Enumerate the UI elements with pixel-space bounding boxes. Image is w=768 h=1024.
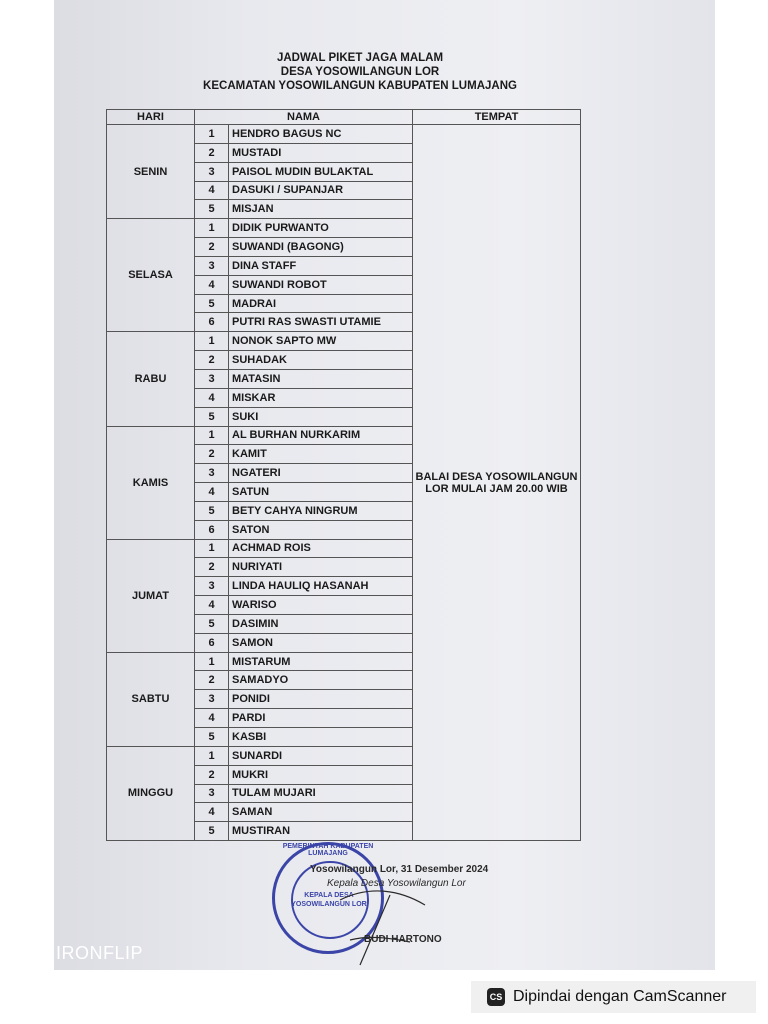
header-nama: NAMA <box>195 110 413 125</box>
member-name: KAMIT <box>229 445 413 464</box>
row-number: 3 <box>195 577 229 596</box>
member-name: SUWANDI (BAGONG) <box>229 238 413 257</box>
day-cell: KAMIS <box>107 426 195 539</box>
stamp-center-line-1: KEPALA DESA <box>304 892 354 899</box>
member-name: TULAM MUJARI <box>229 784 413 803</box>
member-name: NURIYATI <box>229 558 413 577</box>
row-number: 1 <box>195 332 229 351</box>
day-cell: RABU <box>107 332 195 426</box>
member-name: MISKAR <box>229 388 413 407</box>
row-number: 5 <box>195 294 229 313</box>
signature-place-date: Yosowilangun Lor, 31 Desember 2024 <box>310 864 489 875</box>
row-number: 4 <box>195 181 229 200</box>
member-name: MISTARUM <box>229 652 413 671</box>
member-name: HENDRO BAGUS NC <box>229 125 413 144</box>
member-name: AL BURHAN NURKARIM <box>229 426 413 445</box>
camscanner-icon: CS <box>487 988 505 1006</box>
member-name: SAMON <box>229 633 413 652</box>
member-name: SATON <box>229 520 413 539</box>
row-number: 5 <box>195 407 229 426</box>
member-name: LINDA HAULIQ HASANAH <box>229 577 413 596</box>
row-number: 1 <box>195 746 229 765</box>
row-number: 3 <box>195 690 229 709</box>
stamp-ring-text: PEMERINTAH KABUPATEN LUMAJANG <box>282 843 374 857</box>
header-hari: HARI <box>107 110 195 125</box>
camscanner-bar <box>471 981 756 1013</box>
header-tempat: TEMPAT <box>413 110 581 125</box>
member-name: NGATERI <box>229 464 413 483</box>
row-number: 3 <box>195 162 229 181</box>
title-line-3: KECAMATAN YOSOWILANGUN KABUPATEN LUMAJANG <box>203 80 517 92</box>
row-number: 5 <box>195 501 229 520</box>
camscanner-label: Dipindai dengan CamScanner <box>513 988 727 1005</box>
row-number: 5 <box>195 728 229 747</box>
row-number: 4 <box>195 388 229 407</box>
row-number: 2 <box>195 671 229 690</box>
row-number: 4 <box>195 803 229 822</box>
member-name: SAMADYO <box>229 671 413 690</box>
row-number: 1 <box>195 125 229 144</box>
member-name: PAISOL MUDIN BULAKTAL <box>229 162 413 181</box>
row-number: 4 <box>195 596 229 615</box>
member-name: MUSTIRAN <box>229 822 413 841</box>
title-line-2: DESA YOSOWILANGUN LOR <box>280 66 440 78</box>
table-body <box>107 125 581 841</box>
day-cell: SENIN <box>107 125 195 219</box>
table-row <box>107 125 581 144</box>
member-name: PUTRI RAS SWASTI UTAMIE <box>229 313 413 332</box>
row-number: 1 <box>195 219 229 238</box>
member-name: NONOK SAPTO MW <box>229 332 413 351</box>
member-name: WARISO <box>229 596 413 615</box>
member-name: MUKRI <box>229 765 413 784</box>
location-cell: BALAI DESA YOSOWILANGUN LOR MULAI JAM 20.00 WIB <box>413 125 581 841</box>
row-number: 4 <box>195 709 229 728</box>
day-cell: SELASA <box>107 219 195 332</box>
day-cell: SABTU <box>107 652 195 746</box>
member-name: KASBI <box>229 728 413 747</box>
row-number: 3 <box>195 369 229 388</box>
table-header-row <box>107 110 581 125</box>
row-number: 6 <box>195 313 229 332</box>
member-name: PARDI <box>229 709 413 728</box>
signature-title: Kepala Desa Yosowilangun Lor <box>327 878 466 889</box>
row-number: 1 <box>195 652 229 671</box>
member-name: DASUKI / SUPANJAR <box>229 181 413 200</box>
row-number: 6 <box>195 633 229 652</box>
row-number: 3 <box>195 256 229 275</box>
member-name: DIDIK PURWANTO <box>229 219 413 238</box>
day-cell: MINGGU <box>107 746 195 840</box>
row-number: 2 <box>195 238 229 257</box>
row-number: 2 <box>195 143 229 162</box>
member-name: SUNARDI <box>229 746 413 765</box>
duty-schedule-table <box>106 109 581 841</box>
row-number: 4 <box>195 275 229 294</box>
member-name: DINA STAFF <box>229 256 413 275</box>
row-number: 2 <box>195 351 229 370</box>
member-name: MADRAI <box>229 294 413 313</box>
row-number: 1 <box>195 539 229 558</box>
row-number: 5 <box>195 200 229 219</box>
member-name: MATASIN <box>229 369 413 388</box>
row-number: 5 <box>195 614 229 633</box>
watermark-text: IRONFLIP <box>56 943 144 963</box>
member-name: MUSTADI <box>229 143 413 162</box>
member-name: DASIMIN <box>229 614 413 633</box>
row-number: 4 <box>195 483 229 502</box>
member-name: ACHMAD ROIS <box>229 539 413 558</box>
row-number: 1 <box>195 426 229 445</box>
member-name: SUKI <box>229 407 413 426</box>
row-number: 2 <box>195 558 229 577</box>
member-name: BETY CAHYA NINGRUM <box>229 501 413 520</box>
row-number: 2 <box>195 765 229 784</box>
day-cell: JUMAT <box>107 539 195 652</box>
row-number: 2 <box>195 445 229 464</box>
member-name: SUWANDI ROBOT <box>229 275 413 294</box>
member-name: SATUN <box>229 483 413 502</box>
member-name: SUHADAK <box>229 351 413 370</box>
row-number: 3 <box>195 464 229 483</box>
signature-name: BUDI HARTONO <box>364 934 442 945</box>
title-line-1: JADWAL PIKET JAGA MALAM <box>276 52 444 64</box>
row-number: 5 <box>195 822 229 841</box>
member-name: SAMAN <box>229 803 413 822</box>
row-number: 6 <box>195 520 229 539</box>
member-name: MISJAN <box>229 200 413 219</box>
member-name: PONIDI <box>229 690 413 709</box>
row-number: 3 <box>195 784 229 803</box>
stamp-center-line-2: YOSOWILANGUN LOR <box>291 901 367 908</box>
handwritten-signature <box>330 880 440 970</box>
